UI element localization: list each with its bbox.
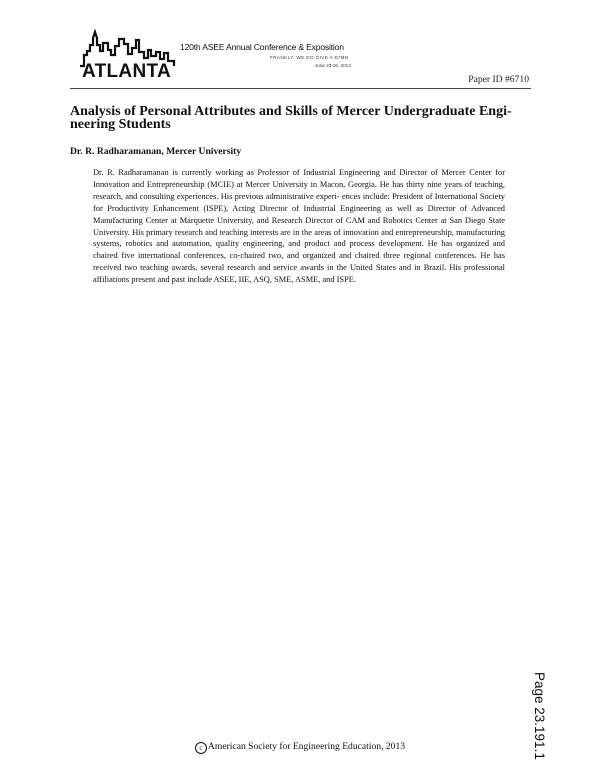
header-divider <box>70 88 531 89</box>
conference-motto: FRANKLY, WE DO GIVE A D*MN <box>270 55 349 60</box>
conference-logo <box>78 28 188 80</box>
author-line: Dr. R. Radharamanan, Mercer University <box>70 146 242 157</box>
author-biography: Dr. R. Radharamanan is currently working as Professor of Industrial Engineering and Director of Mercer Center for Innovation and Entrepreneurship (MCIE) at Mercer University in Macon, Georgia. He has thirty nine years of teaching, research, and consulting experiences. His previous administrative experi- ences include: President of International Society for Productivity Enhancement (ISPE), Acting Director of Industrial Engineering as well as Director of Advanced Manufacturing Center at Marquette University, and Research Director of CAM and Robotics Center at San Diego State University. His primary research and teaching interests are in the areas of innovation and entrepreneurship, manufacturing systems, robotics and automation, quality engineering, and product and process development. He has organized and chaired five international conferences, co-chaired two, and organized and chaired three regional conferences. He has received two teaching awards, several research and service awards in the United States and in Brazil. His professional affiliations present and past include ASEE, IIE, ASQ, SME, ASME, and ISPE. <box>93 168 505 285</box>
copyright-text: American Society for Engineering Education, 2013 <box>207 741 406 752</box>
logo-wordmark: ATLANTA <box>82 61 171 82</box>
copyright-footer <box>0 741 600 754</box>
conference-name: 120th ASEE Annual Conference & Exposition <box>180 42 344 52</box>
paper-title: Analysis of Personal Attributes and Skills of Mercer Undergraduate Engi- neering Students <box>70 104 512 132</box>
copyright-icon: c <box>195 742 207 754</box>
page-number-stamp: Page 23.191.1 <box>532 672 547 760</box>
conference-date: June 23-26, 2013 <box>315 63 351 68</box>
paper-id: Paper ID #6710 <box>468 74 529 85</box>
